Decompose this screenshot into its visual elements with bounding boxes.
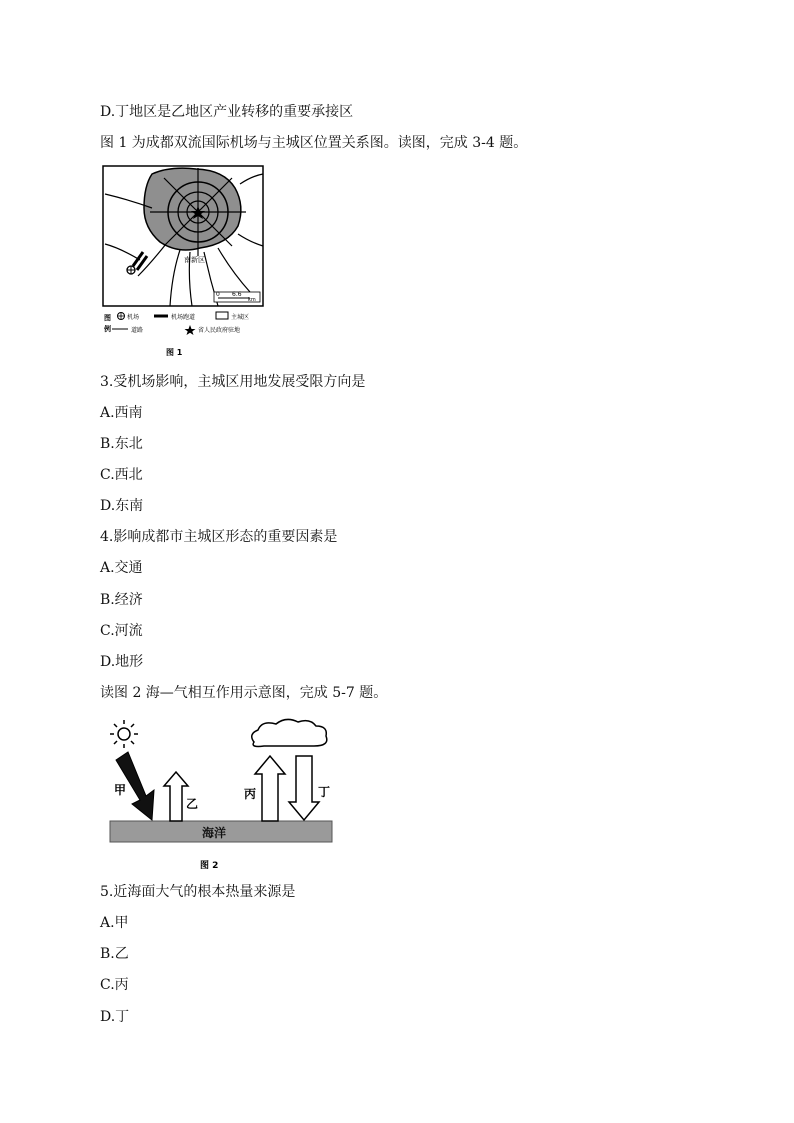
option-d-prev: D.丁地区是乙地区产业转移的重要承接区 xyxy=(100,104,354,120)
q4-option-c: C.河流 xyxy=(100,623,143,639)
legend-airport: 机场 xyxy=(127,314,140,321)
legend-govt: 省人民政府驻地 xyxy=(198,327,241,334)
label-jia: 甲 xyxy=(114,783,127,797)
legend-runway: 机场跑道 xyxy=(171,314,196,321)
legend-title-2: 例 xyxy=(104,325,111,333)
q5-option-a: A.甲 xyxy=(100,915,129,931)
question-4: 4.影响成都市主城区形态的重要因素是 xyxy=(100,529,338,545)
figure-2-diagram xyxy=(104,714,344,874)
arrow-ding xyxy=(289,756,319,820)
sun-icon xyxy=(110,720,138,748)
legend-road: 道路 xyxy=(131,327,144,334)
ocean-label: 海洋 xyxy=(202,826,227,840)
scale-value: 6.6 xyxy=(232,291,242,298)
q5-option-b: B.乙 xyxy=(100,946,129,962)
q3-option-b: B.东北 xyxy=(100,436,143,452)
legend-title-1: 图 xyxy=(104,314,111,322)
arrow-yi xyxy=(164,772,188,821)
arrow-bing xyxy=(255,756,285,821)
label-yi: 乙 xyxy=(186,797,199,811)
q4-option-d: D.地形 xyxy=(100,654,144,670)
question-5: 5.近海面大气的根本热量来源是 xyxy=(100,884,296,900)
district-label: 南新区 xyxy=(184,256,205,264)
intro-fig2: 读图 2 海—气相互作用示意图，完成 5-7 题。 xyxy=(100,685,388,701)
q4-option-b: B.经济 xyxy=(100,592,143,608)
q5-option-c: C.丙 xyxy=(100,977,129,993)
scale-zero: 0 xyxy=(216,291,220,298)
scale-unit: km xyxy=(248,297,256,303)
cloud-icon xyxy=(252,719,327,746)
q3-option-a: A.西南 xyxy=(100,405,143,421)
label-bing: 丙 xyxy=(244,787,257,801)
q4-option-a: A.交通 xyxy=(100,560,143,576)
question-3: 3.受机场影响，主城区用地发展受限方向是 xyxy=(100,374,366,390)
q5-option-d: D.丁 xyxy=(100,1009,130,1025)
q3-option-d: D.东南 xyxy=(100,498,144,514)
intro-fig1: 图 1 为成都双流国际机场与主城区位置关系图。读图，完成 3-4 题。 xyxy=(100,135,528,151)
label-ding: 丁 xyxy=(318,785,331,799)
figure-1-caption: 图 1 xyxy=(166,348,183,357)
legend-urban: 主城区 xyxy=(231,314,250,321)
figure-2-caption: 图 2 xyxy=(200,861,219,871)
q3-option-c: C.西北 xyxy=(100,467,143,483)
figure-1-map xyxy=(100,164,270,364)
